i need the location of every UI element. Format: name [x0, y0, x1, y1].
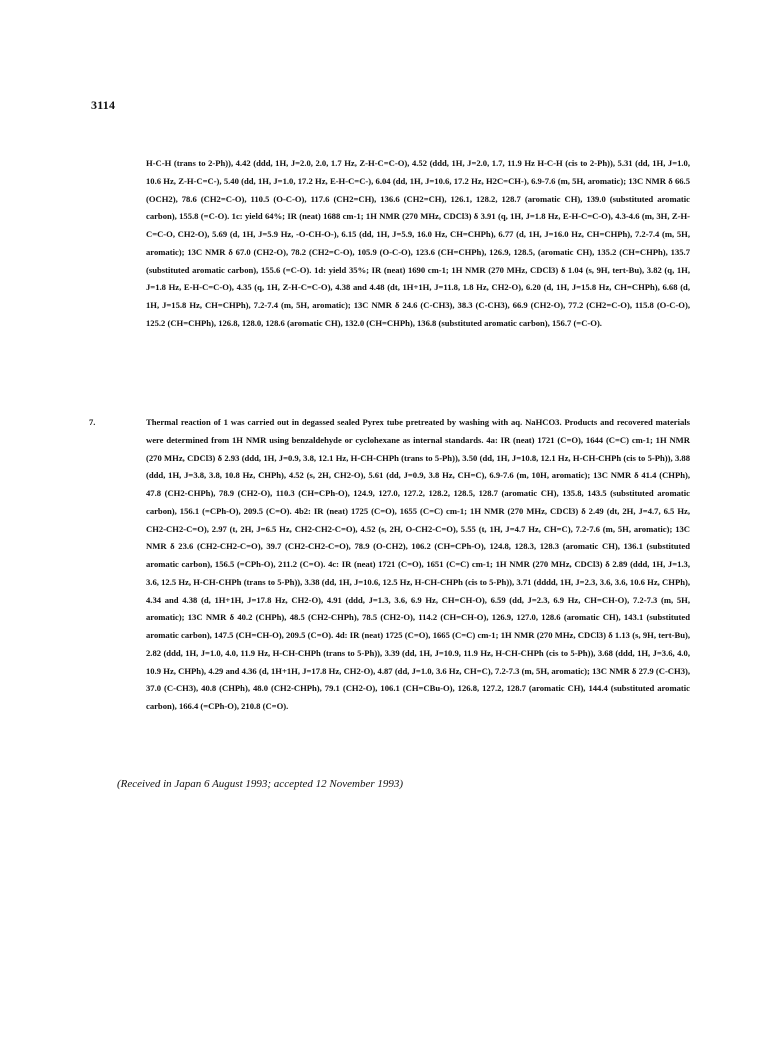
received-dates: (Received in Japan 6 August 1993; accepted 12 November 1993) [117, 778, 404, 790]
footnote-number: 7. [89, 417, 96, 427]
footnote-continuation-text: H-C-H (trans to 2-Ph)), 4.42 (ddd, 1H, J=2.0, 2.0, 1.7 Hz, Z-H-C=C-O), 4.52 (ddd, 1H, J=2.0, 1.7, 11.9 Hz H-C-H (cis to 2-Ph)), 5.31 (dd, 1H, J=1.0, 10.6 Hz, Z-H-C=C-), 5.40 (dd, 1H, J=1.0, 17.2 Hz, E-H-C=C-), 6.04 (dd, 1H, J=10.6, 17.2 Hz, H2C=CH-), 6.9-7.6 (m, 5H, aromatic); 13C NMR δ 66.5 (OCH2), 78.6 (CH2=C-O), 110.5 (O-C-O), 117.6 (CH2=CH), 136.6 (CH2=CH), 126.1, 128.2, 128.7 (aromatic CH), 139.0 (substituted aromatic carbon), 155.8 (=C-O). 1c: yield 64%; IR (neat) 1688 cm-1; 1H NMR (270 MHz, CDCl3) δ 3.91 (q, 1H, J=1.8 Hz, E-H-C=C-O), 4.3-4.6 (m, 3H, Z-H-C=C-O, CH2-O), 5.69 (d, 1H, J=5.9 Hz, -O-CH-O-), 6.15 (dd, 1H, J=5.9, 16.0 Hz, CH=CHPh), 6.77 (d, 1H, J=16.0 Hz, CH=CHPh), 7.2-7.4 (m, 5H, aromatic); 13C NMR δ 67.0 (CH2-O), 78.2 (CH2=C-O), 105.9 (O-C-O), 123.6 (CH=CHPh), 126.9, 128.5, (aromatic CH), 135.2 (CH=CHPh), 135.7 (substituted aromatic carbon), 155.6 (=C-O). 1d: yield 35%; IR (neat) 1690 cm-1; 1H NMR (270 MHz, CDCl3) δ 1.04 (s, 9H, tert-Bu), 3.82 (q, 1H, J=1.8 Hz, E-H-C=C-O), 4.35 (q, 1H, Z-H-C=C-O), 4.38 and 4.48 (dt, 1H+1H, J=11.8, 1.8 Hz, CH2-O), 6.20 (d, 1H, J=15.8 Hz, CH=CHPh), 6.68 (d, 1H, J=15.8 Hz, CH=CHPh), 7.2-7.4 (m, 5H, aromatic); 13C NMR δ 24.6 (C-CH3), 38.3 (C-CH3), 66.9 (CH2-O), 77.2 (CH2=C-O), 115.8 (O-C-O), 125.2 (CH=CHPh), 126.8, 128.0, 128.6 (aromatic CH), 132.0 (CH=CHPh), 136.8 (substituted aromatic carbon), 156.7 (=C-O). [146, 158, 690, 328]
footnote-7-text: Thermal reaction of 1 was carried out in degassed sealed Pyrex tube pretreated by washing with aq. NaHCO3. Products and recovered materials were determined from 1H NMR using benzaldehyde or cyclohexane as internal standards. 4a: IR (neat) 1721 (C=O), 1644 (C=C) cm-1; 1H NMR (270 MHz, CDCl3) δ 2.93 (ddd, 1H, J=0.9, 3.8, 12.1 Hz, H-CH-CHPh (trans to 5-Ph)), 3.50 (dd, 1H, J=10.8, 12.1 Hz, H-CH-CHPh (cis to 5-Ph)), 3.88 (ddd, 1H, J=3.8, 3.8, 10.8 Hz, CHPh), 4.52 (s, 2H, CH2-O), 5.61 (dd, J=0.9, 3.8 Hz, CH=C), 6.9-7.6 (m, 10H, aromatic); 13C NMR δ 41.4 (CHPh), 47.8 (CH2-CHPh), 78.9 (CH2-O), 110.3 (CH=CPh-O), 124.9, 127.0, 127.2, 128.2, 128.5, 128.7 (aromatic CH), 135.8, 143.5 (substituted aromatic carbon), 156.1 (=CPh-O), 209.5 (C=O). 4b2: IR (neat) 1725 (C=O), 1655 (C=C) cm-1; 1H NMR (270 MHz, CDCl3) δ 2.49 (dt, 2H, J=4.7, 6.5 Hz, CH2-CH2-C=O), 2.97 (t, 2H, J=6.5 Hz, CH2-CH2-C=O), 4.52 (s, 2H, O-CH2-C=O), 5.55 (t, 1H, J=4.7 Hz, CH=C), 7.2-7.6 (m, 5H, aromatic); 13C NMR δ 23.6 (CH2-CH2-C=O), 39.7 (CH2-CH2-C=O), 78.9 (O-CH2), 106.2 (CH=CPh-O), 124.8, 128.3, 128.3 (aromatic CH), 136.1 (substituted aromatic carbon), 156.5 (=CPh-O), 211.2 (C=O). 4c: IR (neat) 1721 (C=O), 1651 (C=C) cm-1; 1H NMR (270 MHz, CDCl3) δ 2.89 (ddd, 1H, J=1.3, 3.6, 12.5 Hz, H-CH-CHPh (trans to 5-Ph)), 3.38 (dd, 1H, J=10.6, 12.5 Hz, H-CH-CHPh (cis to 5-Ph)), 3.71 (dddd, 1H, J=2.3, 3.6, 3.6, 10.6 Hz, CHPh), 4.34 and 4.38 (d, 1H+1H, J=17.8 Hz, CH2-O), 4.91 (ddd, J=1.3, 3.6, 6.9 Hz, CH=CH-O), 6.59 (dd, J=2.3, 6.9 Hz, CH=CH-O), 7.2-7.3 (m, 5H, aromatic); 13C NMR δ 40.2 (CHPh), 48.5 (CH2-CHPh), 78.5 (CH2-O), 114.2 (CH=CH-O), 126.9, 127.0, 128.6 (aromatic CH), 143.1 (substituted aromatic carbon), 147.5 (CH=CH-O), 209.5 (C=O). 4d: IR (neat) 1725 (C=O), 1665 (C=C) cm-1; 1H NMR (270 MHz, CDCl3) δ 1.13 (s, 9H, tert-Bu), 2.82 (ddd, 1H, J=1.0, 4.0, 11.9 Hz, H-CH-CHPh (trans to 5-Ph)), 3.39 (dd, 1H, J=10.9, 11.9 Hz, H-CH-CHPh (cis to 5-Ph)), 3.68 (ddd, 1H, J=3.6, 4.0, 10.9 Hz, CHPh), 4.29 and 4.36 (d, 1H+1H, J=17.8 Hz, CH2-O), 4.87 (dd, J=1.0, 3.6 Hz, CH=C), 7.2-7.3 (m, 5H, aromatic); 13C NMR δ 27.9 (C-CH3), 37.0 (C-CH3), 40.8 (CHPh), 48.0 (CH2-CHPh), 79.1 (CH2-O), 106.1 (CH=CBu-O), 126.8, 127.2, 128.7 (aromatic CH), 144.4 (substituted aromatic carbon), 166.4 (=CPh-O), 210.8 (C=O). [146, 417, 690, 711]
page-number: 3114 [91, 98, 116, 112]
